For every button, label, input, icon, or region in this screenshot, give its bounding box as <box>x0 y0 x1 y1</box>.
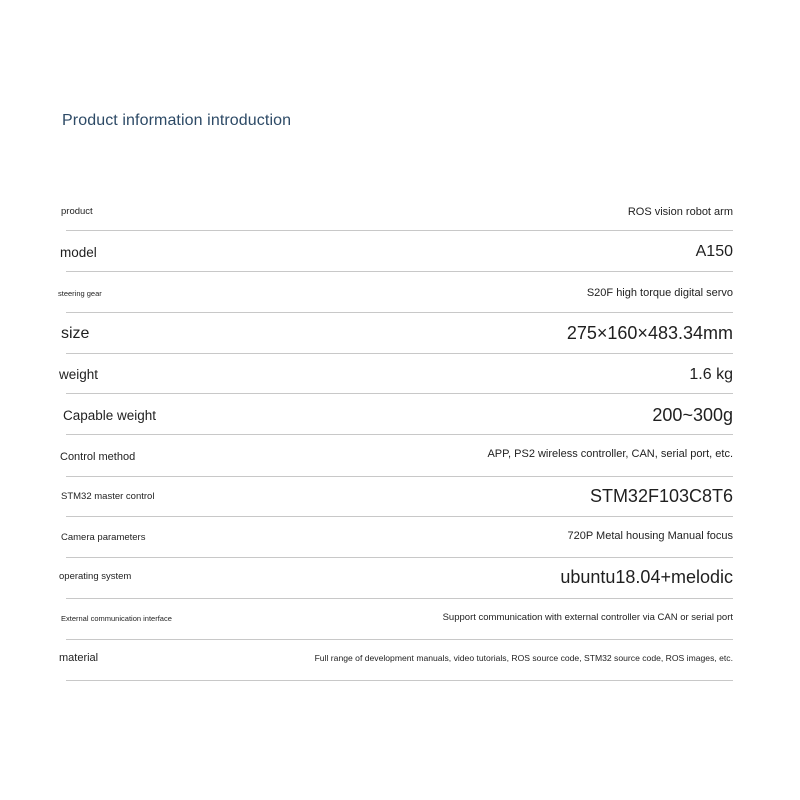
row-value-weight: 1.6 kg <box>689 366 733 383</box>
row-value-model: A150 <box>695 243 733 260</box>
row-label-master-control: STM32 master control <box>61 491 155 502</box>
row-value-camera-parameters: 720P Metal housing Manual focus <box>567 530 733 542</box>
row-label-control-method: Control method <box>60 451 136 463</box>
row-label-external-interface: External communication interface <box>61 614 172 623</box>
row-divider <box>66 353 733 354</box>
row-divider <box>66 230 733 231</box>
row-divider <box>66 598 733 599</box>
row-value-operating-system: ubuntu18.04+melodic <box>560 567 733 587</box>
row-divider <box>66 393 733 394</box>
row-divider <box>66 680 733 681</box>
row-label-material: material <box>59 652 99 664</box>
row-label-product: product <box>61 206 93 217</box>
row-label-size: size <box>61 325 90 342</box>
row-value-control-method: APP, PS2 wireless controller, CAN, serial port, etc. <box>487 448 733 460</box>
row-divider <box>66 271 733 272</box>
row-divider <box>66 434 733 435</box>
row-label-camera-parameters: Camera parameters <box>61 532 146 543</box>
row-divider <box>66 639 733 640</box>
row-label-operating-system: operating system <box>59 571 132 582</box>
row-divider <box>66 557 733 558</box>
row-label-model: model <box>60 245 97 260</box>
row-value-master-control: STM32F103C8T6 <box>589 486 733 506</box>
page-title: Product information introduction <box>62 112 292 129</box>
row-label-steering-gear: steering gear <box>58 289 102 298</box>
row-value-product: ROS vision robot arm <box>627 206 733 218</box>
row-divider <box>66 312 733 313</box>
row-divider <box>66 516 733 517</box>
row-divider <box>66 476 733 477</box>
row-label-weight: weight <box>59 367 99 382</box>
row-value-size: 275×160×483.34mm <box>566 323 733 343</box>
row-label-capable-weight: Capable weight <box>63 408 157 423</box>
row-value-steering-gear: S20F high torque digital servo <box>586 287 733 299</box>
row-value-external-interface: Support communication with external controller via CAN or serial port <box>442 612 733 623</box>
row-value-material: Full range of development manuals, video tutorials, ROS source code, STM32 source code, ROS images, etc. <box>314 653 733 663</box>
row-value-capable-weight: 200~300g <box>652 405 733 425</box>
